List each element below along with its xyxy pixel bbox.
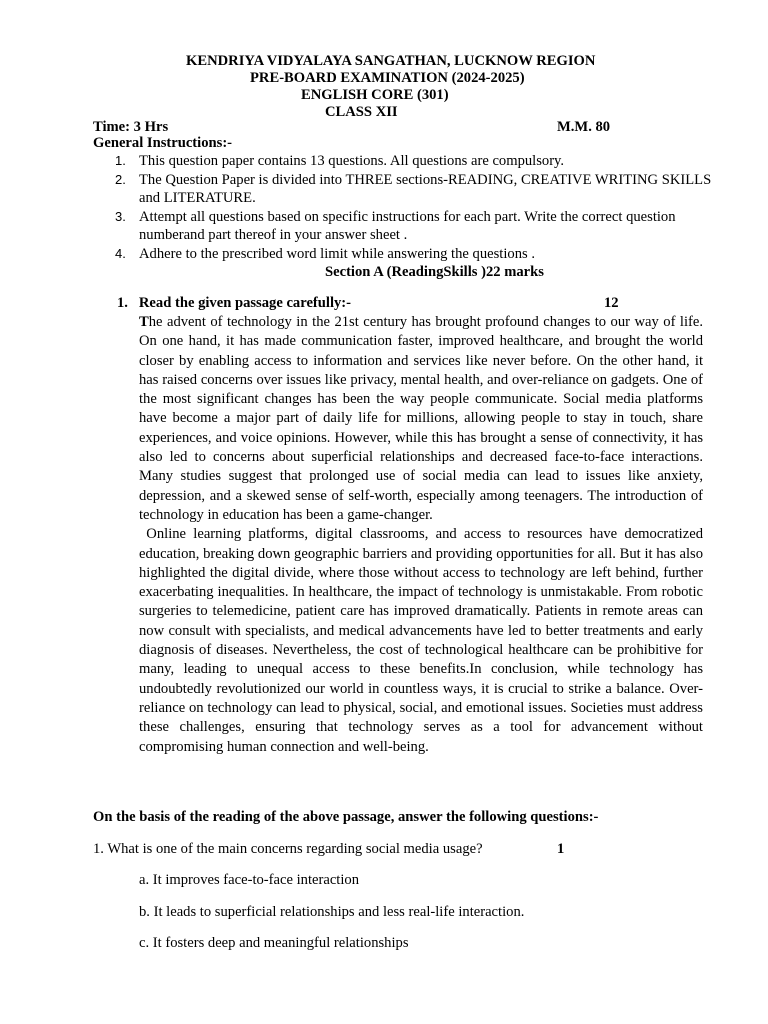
max-marks-label: M.M. 80 <box>557 119 611 135</box>
org-title: KENDRIYA VIDYALAYA SANGATHAN, LUCKNOW REGION <box>186 53 596 69</box>
question-1-marks: 12 <box>604 295 619 311</box>
passage-paragraph-2: Online learning platforms, digital classrooms, and access to resources have democratized education, breaking down geographic barriers and providing opportunities for all. But it has also highlighted the digital divide, where those without access to technology are left behind, further exacerbating inequalities. In healthcare, the impact of technology is unmistakable. From robotic surgeries to telemedicine, patient care has improved dramatically. Patients in remote areas can now consult with specialists, and medical advancements have led to better treatments and early diagnosis of diseases. Nevertheless, the cost of technological healthcare can be prohibitive for many, leading to unequal access to these benefits.In conclusion, while technology has undoubtedly revolutionized our world in countless ways, it is crucial to strike a balance. Over-reliance on technology can lead to physical, social, and emotional issues. Societies must address these challenges, ensuring that technology serves as a tool for advancement without compromising human connection and well-being. <box>139 526 707 755</box>
drop-cap: T <box>139 314 149 330</box>
mcq-option-b: b. It leads to superficial relationships and less real-life interaction. <box>139 904 525 920</box>
instruction-number: 3. <box>115 208 126 224</box>
instruction-text: This question paper contains 13 questions. All questions are compulsory. <box>139 153 565 169</box>
mcq-question-1-marks: 1 <box>557 841 565 857</box>
instruction-item <box>93 208 713 245</box>
mcq-option-c: c. It fosters deep and meaningful relationships <box>139 935 409 951</box>
instruction-text: The Question Paper is divided into THREE sections-READING, CREATIVE WRITING SKILLS and LITERATURE. <box>139 171 712 206</box>
instruction-text: Adhere to the prescribed word limit while answering the questions . <box>139 245 535 262</box>
instructions-title: General Instructions:- <box>93 135 233 151</box>
passage-paragraph-1-text: he advent of technology in the 21st century has brought profound changes to our way of life. On one hand, it has made communication faster, improved healthcare, and brought the world closer by enabling access to information and services like never before. On the other hand, it has raised concerns over issues like privacy, mental health, and over-reliance on gadgets. One of the most significant changes has been the way people communicate. Social media platforms have become a major part of daily life for millions, allowing people to stay in touch, share experiences, and voice opinions. However, while this has brought a sense of connectivity, it has also led to concerns about superficial relationships and decreased face-to-face interactions. Many studies suggest that prolonged use of social media can lead to issues like anxiety, depression, and a skewed sense of self-worth, especially among teenagers. The introduction of technology in education has been a game-changer. <box>139 314 703 523</box>
instruction-text: Attempt all questions based on specific instructions for each part. Write the correct question numberand part thereof in your answer sheet . <box>139 208 676 243</box>
exam-title: PRE-BOARD EXAMINATION (2024-2025) <box>250 70 525 86</box>
instruction-number: 1. <box>115 153 126 168</box>
instruction-item <box>93 171 713 208</box>
instruction-item <box>93 245 713 264</box>
class-title: CLASS XII <box>325 104 398 120</box>
mcq-option-a: a. It improves face-to-face interaction <box>139 872 360 888</box>
questions-intro: On the basis of the reading of the above passage, answer the following questions:- <box>93 809 599 825</box>
subject-title: ENGLISH CORE (301) <box>301 87 449 103</box>
time-label: Time: 3 Hrs <box>93 119 169 135</box>
instruction-item <box>93 152 713 171</box>
instruction-number: 2. <box>115 171 126 187</box>
passage-paragraph-1 <box>139 313 703 525</box>
instruction-number: 4. <box>115 245 126 261</box>
instructions-list <box>93 152 713 263</box>
question-1-heading: 1. Read the given passage carefully:- <box>117 295 352 311</box>
mcq-question-1: 1. What is one of the main concerns regarding social media usage? <box>93 841 483 857</box>
reading-passage <box>139 313 707 757</box>
section-a-title: Section A (ReadingSkills )22 marks <box>325 264 544 280</box>
